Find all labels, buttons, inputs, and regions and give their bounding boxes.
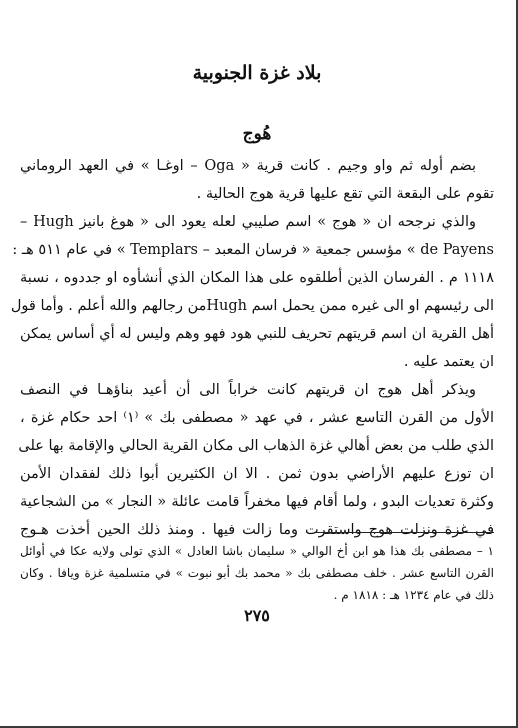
text-line: ان توزع عليهم الأراضي بدون ثمن . الا ان الكثيرين أبوا ذلك لفقدان الأمن xyxy=(20,466,494,482)
page-number: ٢٧٥ xyxy=(244,606,270,625)
text-line: بضم أوله ثم واو وجيم . كانت قرية « Oga – اوغـا » في العهد الروماني xyxy=(20,158,476,174)
text-line: والذي نرجحه ان « هوج » اسم صليبي لعله يعود الى « هوغ بانيز Hugh – xyxy=(20,214,476,230)
body-text xyxy=(10,152,494,544)
text-line: الى رئيسهم او الى غيره ممن يحمل اسم Hughمن رجالهم والله أعلم . وأما قول xyxy=(10,298,494,314)
text-line: ان يعتمد عليه . xyxy=(403,354,494,370)
text-line: ويذكر أهل هوج ان قريتهم كانت خراباً الى أن أعيد بناؤهـا في النصف xyxy=(20,382,476,398)
text-line: في غزة ونزلت هوج واستقرت وما زالت فيها . ومنذ ذلك الحين أخذت هـوج xyxy=(20,522,494,538)
text-line: الذي طلب من بعض أهالي غزة الذهاب الى مكان القرية الحالي والإقامة بها على xyxy=(18,438,494,454)
running-head: بلاد غزة الجنوبية xyxy=(192,62,322,84)
footnote-line: ذلك في عام ١٢٣٤ هـ : ١٨١٨ م . xyxy=(333,588,494,602)
section-title: هُوج xyxy=(242,124,272,144)
text-line: ١١١٨ م . الفرسان الذين أطلقوه على هذا المكان الذي أنشأوه او جددوه ، نسبة xyxy=(20,270,494,286)
page-content xyxy=(10,0,494,726)
text-line: de Payens » مؤسس جمعية « فرسان المعبد – Templars » في عام ٥١١ هـ : xyxy=(12,242,494,258)
text-line: أهل القرية ان اسم قريتهم تحريف للنبي هود فهو وهم وليس له أي أساس يمكن xyxy=(20,326,494,342)
footnotes xyxy=(20,540,494,606)
footnote-line: القرن التاسع عشر . خلف مصطفى بك « محمد بك أبو نبوت » في متسلمية غزة ويافا . وكان xyxy=(20,566,494,580)
text-line: تقوم على البقعة التي تقع عليها قرية هوج الحالية . xyxy=(196,186,494,202)
footnote-line: ١ – مصطفى بك هذا هو ابن أخ الوالي « سليمان باشا العادل » الذي تولى ولايه عكا في أوائل xyxy=(20,544,494,558)
text-line: الأول من القرن التاسع عشر ، في عهد « مصطفى بك » ⁽١⁾ احد حكام غزة ، xyxy=(20,410,494,426)
text-line: وكثرة تعديات البدو ، ولما أقام فيها مخفراً قامت عائلة « النجار » من الشجاعية xyxy=(20,494,494,510)
footnote-divider xyxy=(314,532,494,533)
